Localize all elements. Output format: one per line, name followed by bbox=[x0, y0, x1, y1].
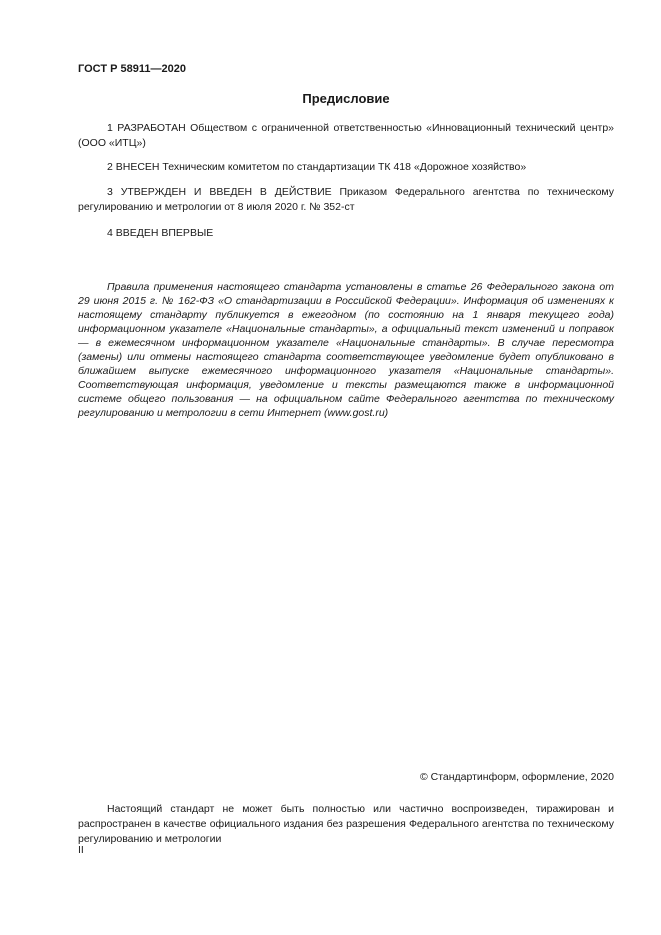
reproduction-notice: Настоящий стандарт не может быть полностью или частично воспроизведен, тиражирован и распространен в качестве официального издания без разрешения Федерального агентства по техническому регулированию и метрологии bbox=[78, 803, 614, 845]
page-title: Предисловие bbox=[302, 91, 390, 106]
application-rules-note: Правила применения настоящего стандарта установлены в статье 26 Федерального закона от 29 июня 2015 г. № 162-ФЗ «О стандартизации в Российской Федерации». Информация об изменениях к настоящему стандарту публикуется в ежегодном (по состоянию на 1 января текущего года) информационном указателе «Национальные стандарты», а официальный текст изменений и поправок — в ежемесячном информационном указателе «Национальные стандарты». В случае пересмотра (замены) или отмены настоящего стандарта соответствующее уведомление будет опубликовано в ближайшем выпуске ежемесячного информационного указателя «Национальные стандарты». Соответствующая информация, уведомление и тексты размещаются также в информационной системе общего пользования — на официальном сайте Федерального агентства по техническому регулированию и метрологии в сети Интернет (www.gost.ru) bbox=[78, 281, 614, 419]
page-number: II bbox=[78, 844, 84, 856]
paragraph-approved: 3 УТВЕРЖДЕН И ВВЕДЕН В ДЕЙСТВИЕ Приказом Федерального агентства по техническому регулированию и метрологии от 8 июля 2020 г. № 352-ст bbox=[78, 186, 614, 213]
paragraph-introduced: 2 ВНЕСЕН Техническим комитетом по стандартизации ТК 418 «Дорожное хозяйство» bbox=[107, 161, 527, 173]
paragraph-first-introduced: 4 ВВЕДЕН ВПЕРВЫЕ bbox=[107, 227, 214, 239]
copyright: © Стандартинформ, оформление, 2020 bbox=[419, 771, 614, 783]
paragraph-developed: 1 РАЗРАБОТАН Обществом с ограниченной ответственностью «Инновационный технический центр» (ООО «ИТЦ») bbox=[78, 122, 614, 149]
document-id: ГОСТ Р 58911—2020 bbox=[78, 63, 186, 75]
